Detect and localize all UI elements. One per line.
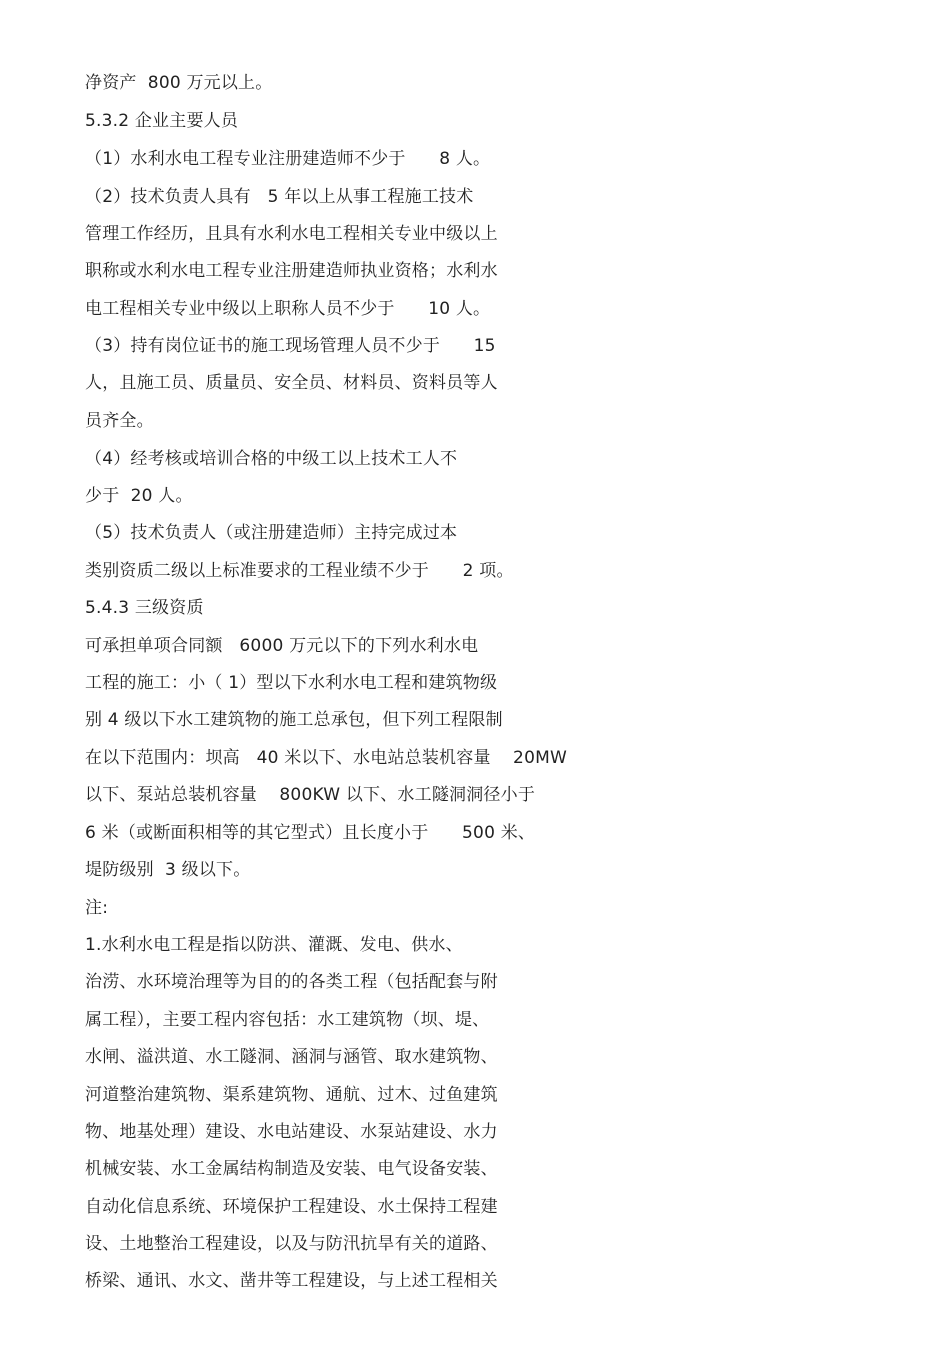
section-heading: 5.3.2 企业主要人员 (85, 111, 239, 131)
text-line: 净资产 800 万元以上。 (85, 73, 273, 93)
text-line: 机械安装、水工金属结构制造及安装、电气设备安装、 (85, 1159, 498, 1179)
text-line: 属工程），主要工程内容包括：水工建筑物（坝、堤、 (85, 1010, 490, 1030)
section-heading: 5.4.3 三级资质 (85, 598, 204, 618)
text-line: 桥梁、通讯、水文、凿井等工程建设，与上述工程相关 (85, 1271, 498, 1291)
text-line: （4）经考核或培训合格的中级工以上技术工人不 (85, 449, 458, 469)
text-line: 自动化信息系统、环境保护工程建设、水土保持工程建 (85, 1197, 498, 1217)
text-line: 人，且施工员、质量员、安全员、材料员、资料员等人 (85, 373, 498, 393)
text-line: 以下、泵站总装机容量 800KW 以下、水工隧洞洞径小于 (85, 785, 536, 805)
text-line: （1）水利水电工程专业注册建造师不少于 8 人。 (85, 149, 491, 169)
text-line: （5）技术负责人（或注册建造师）主持完成过本 (85, 523, 458, 543)
text-line: 员齐全。 (85, 411, 154, 431)
text-line: 6 米（或断面积相等的其它型式）且长度小于 500 米、 (85, 823, 536, 843)
text-line: 堤防级别 3 级以下。 (85, 860, 251, 880)
text-line: 1.水利水电工程是指以防洪、灌溉、发电、供水、 (85, 935, 463, 955)
text-line: 河道整治建筑物、渠系建筑物、通航、过木、过鱼建筑 (85, 1085, 498, 1105)
text-line: （3）持有岗位证书的施工现场管理人员不少于 15 (85, 336, 496, 356)
text-line: 物、地基处理）建设、水电站建设、水泵站建设、水力 (85, 1122, 498, 1142)
text-line: 设、土地整治工程建设，以及与防汛抗旱有关的道路、 (85, 1234, 498, 1254)
note-label: 注: (85, 898, 109, 918)
text-line: 职称或水利水电工程专业注册建造师执业资格；水利水 (85, 261, 498, 281)
text-line: 治涝、水环境治理等为目的的各类工程（包括配套与附 (85, 972, 498, 992)
text-line: 类别资质二级以上标准要求的工程业绩不少于 2 项。 (85, 561, 514, 581)
text-line: 在以下范围内：坝高 40 米以下、水电站总装机容量 20MW (85, 748, 567, 768)
text-line: 电工程相关专业中级以上职称人员不少于 10 人。 (85, 299, 491, 319)
text-line: 别 4 级以下水工建筑物的施工总承包，但下列工程限制 (85, 710, 503, 730)
text-line: 可承担单项合同额 6000 万元以下的下列水利水电 (85, 636, 479, 656)
text-line: （2）技术负责人具有 5 年以上从事工程施工技术 (85, 187, 474, 207)
text-line: 水闸、溢洪道、水工隧洞、涵洞与涵管、取水建筑物、 (85, 1047, 498, 1067)
text-line: 少于 20 人。 (85, 486, 193, 506)
text-line: 工程的施工：小（ 1）型以下水利水电工程和建筑物级 (85, 673, 498, 693)
text-line: 管理工作经历，且具有水利水电工程相关专业中级以上 (85, 224, 498, 244)
